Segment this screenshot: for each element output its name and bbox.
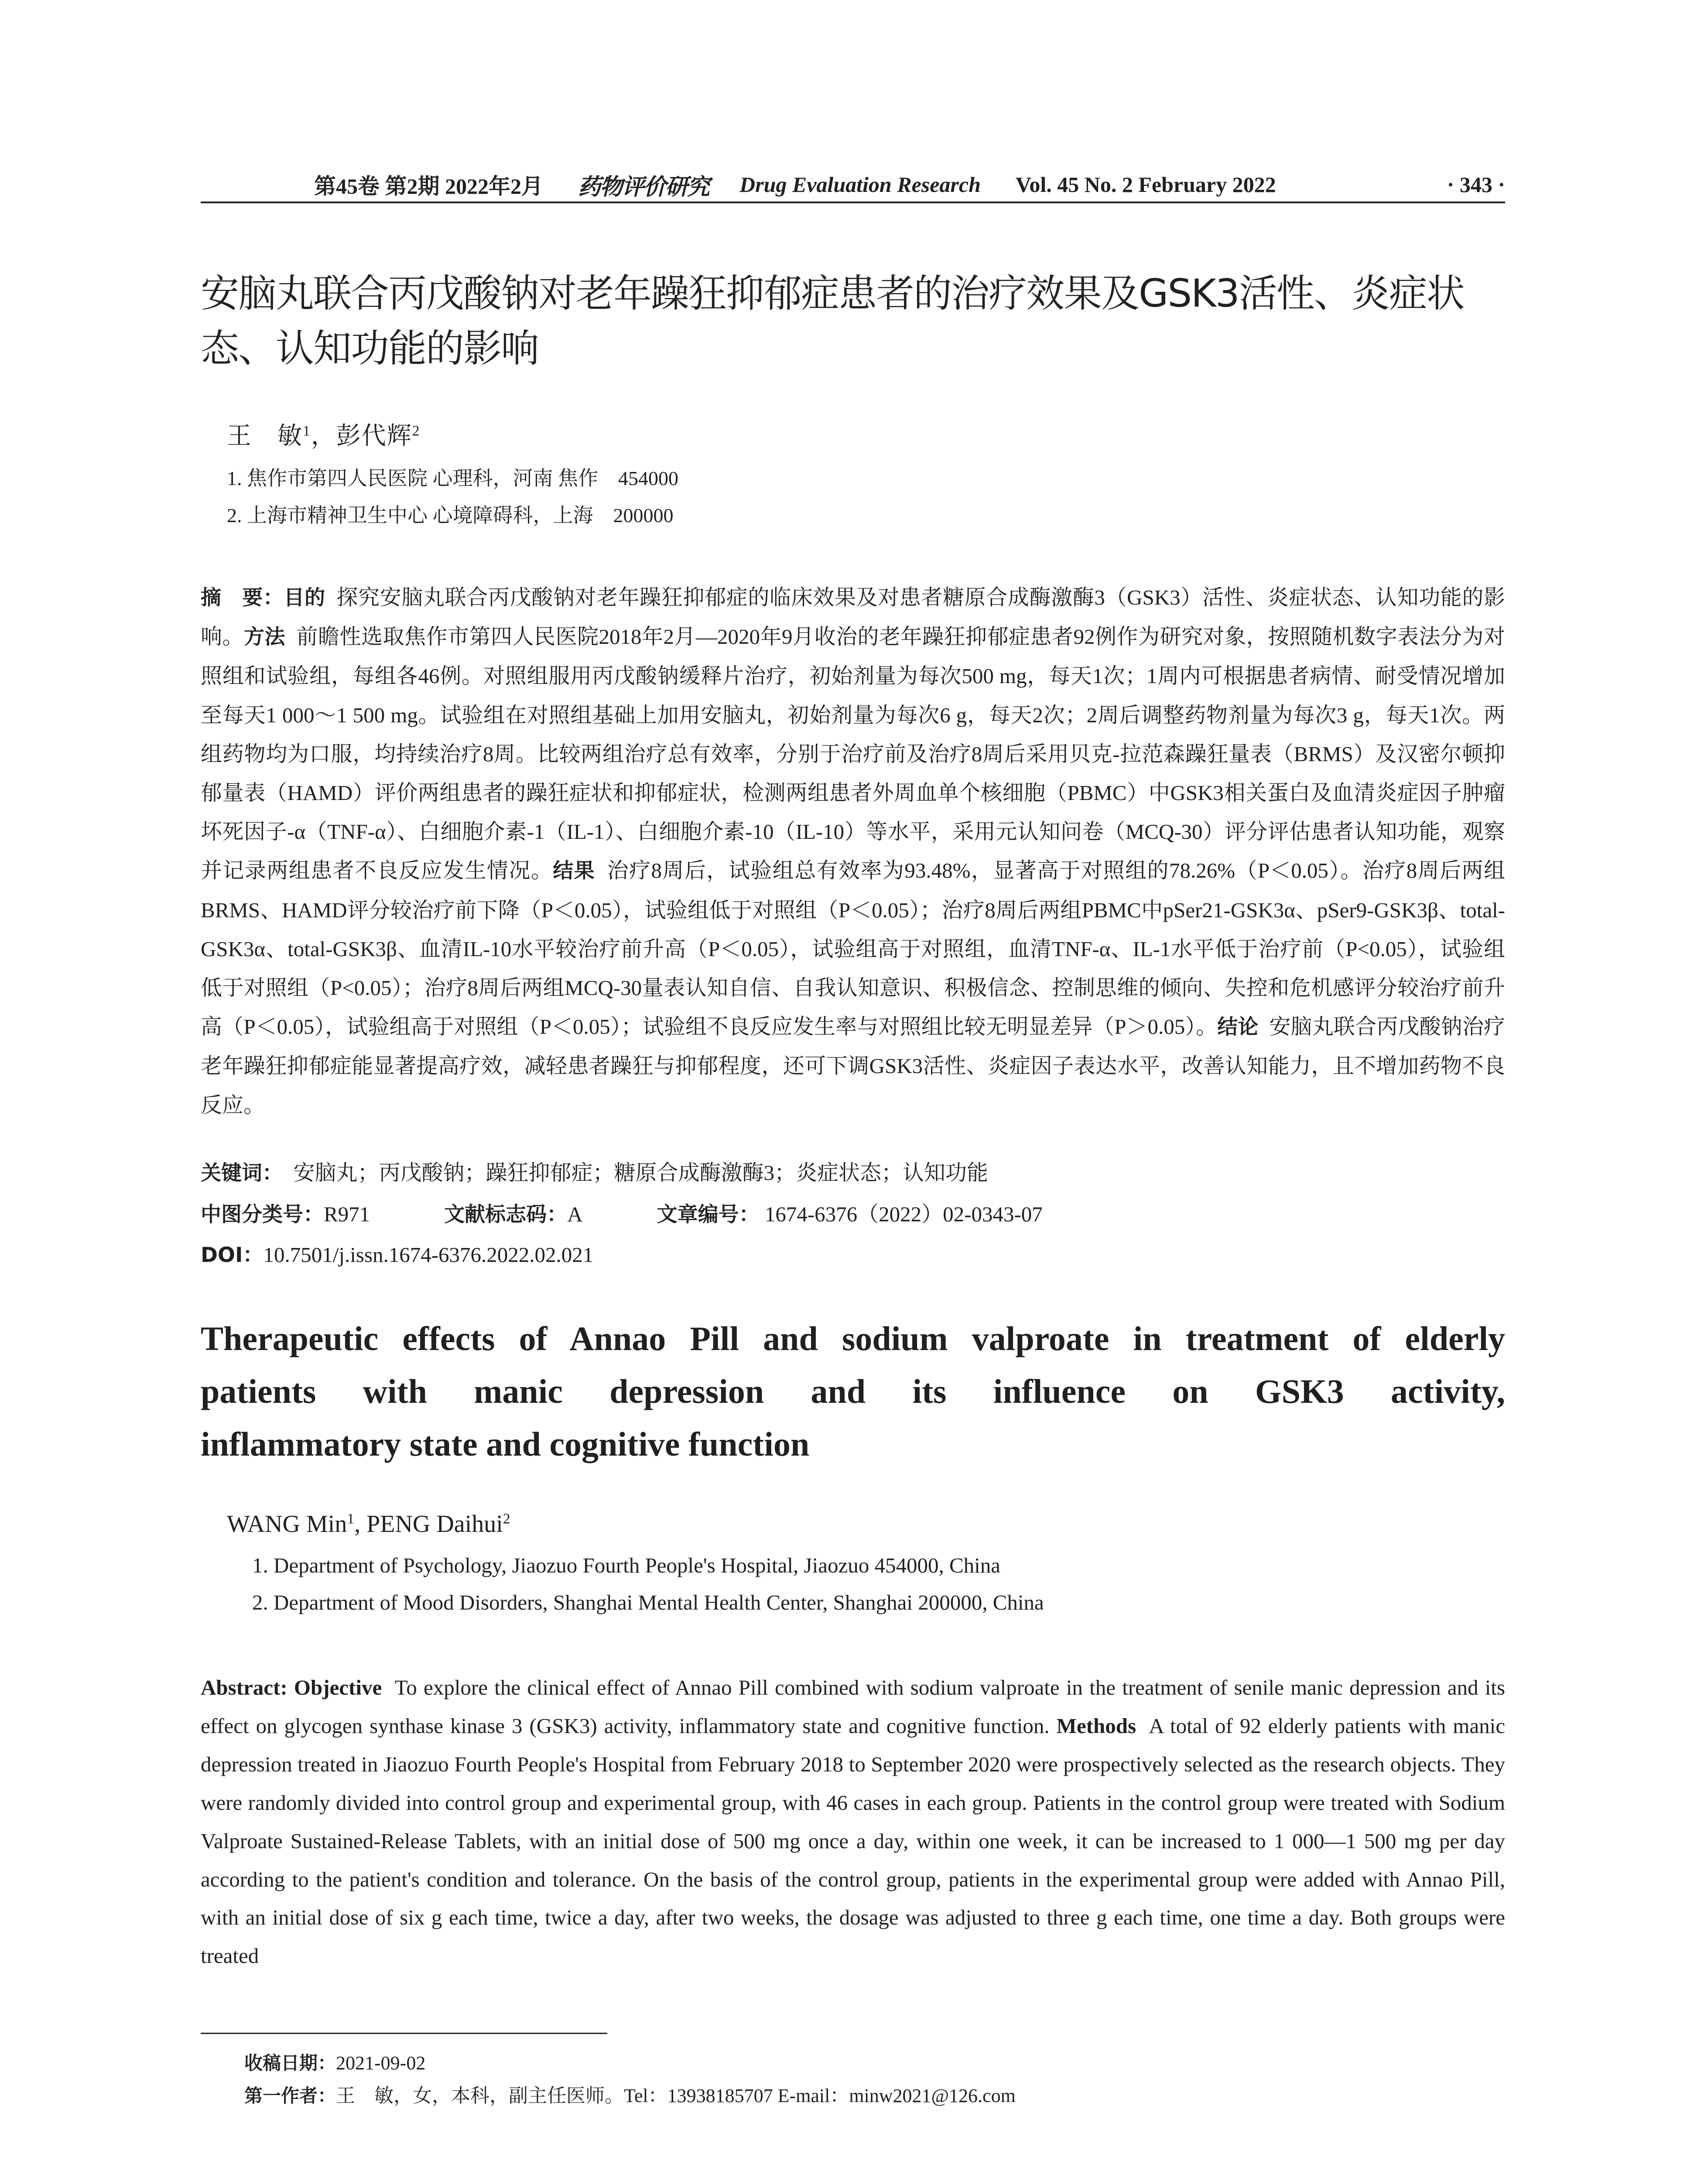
first-author-label: 第一作者： [244, 2085, 336, 2106]
affiliation-1-en: 1. Department of Psychology, Jiaozuo Fourth People's Hospital, Jiaozuo 454000, China [252, 1553, 1000, 1577]
methods-text-en: A total of 92 elderly patients with manic depression treated in Jiaozuo Fourth People's Hospital from February 2018 to September 2020 were prospectively selected as the research objects. They were randomly divided into control group and experimental group, with 46 cases in each group. Patients in the control group were treated with Sodium Valproate Sustained-Release Tablets, with an initial dose of 500 mg once a day, within one week, it can be increased to 1 000—1 500 mg per day according to the patient's condition and tolerance. On the basis of the control group, patients in the experimental group were added with Annao Pill, with an initial dose of six g each time, twice a day, after two weeks, the dosage was adjusted to three g each time, one time a day. Both groups were treated [201, 1713, 1506, 1968]
objective-label-cn: 目的 [284, 586, 325, 610]
clc-label: 中图分类号： [201, 1203, 324, 1227]
doc-code-value: A [567, 1202, 583, 1226]
doc-code-label: 文献标志码： [444, 1203, 568, 1227]
results-text-cn: 治疗8周后，试验组总有效率为93.48%，显著高于对照组的78.26%（P＜0.05）。治疗8周后两组BRMS、HAMD评分较治疗前下降（P＜0.05），试验组低于对照组（P＜0.05）；治疗8周后两组PBMC中pSer21-GSK3α、pSer9-GSK3β、total-GSK3α、total-GSK3β、血清IL-10水平较治疗前升高（P＜0.05），试验组高于对照组，血清TNF-α、IL-1水平低于治疗前（P<0.05），试验组低于对照组（P<0.05）；治疗8周后两组MCQ-30量表认知自信、自我认知意识、积极信念、控制思维的倾向、失控和危机感评分较治疗前升高（P＜0.05），试验组高于对照组（P＜0.05）；试验组不良反应发生率与对照组比较无明显差异（P＞0.05）。 [201, 858, 1505, 1039]
title-cn: 安脑丸联合丙戊酸钠对老年躁狂抑郁症患者的治疗效果及GSK3活性、炎症状态、认知功能的影响 [201, 271, 1464, 371]
conclusion-text-cn: 安脑丸联合丙戊酸钠治疗老年躁狂抑郁症能显著提高疗效，减轻患者躁狂与抑郁程度，还可下调GSK3活性、炎症因子表达水平，改善认知能力，且不增加药物不良反应。 [201, 1015, 1505, 1117]
authors-en [227, 1510, 510, 1538]
title-en-line-2: patients with manic depression and its influence on GSK3 activity, [201, 1372, 1505, 1410]
running-header [201, 169, 1505, 200]
title-en [201, 1312, 1505, 1470]
doi-value[interactable]: 10.7501/j.issn.1674-6376.2022.02.021 [263, 1243, 594, 1267]
header-journal-en: Drug Evaluation Research [739, 172, 981, 197]
abstract-label-en: Abstract: [201, 1675, 288, 1699]
author-1-en-sup: 1 [347, 1511, 355, 1527]
authors-cn [227, 417, 421, 451]
keywords-value-cn: 安脑丸；丙戊酸钠；躁狂抑郁症；糖原合成酶激酶3；炎症状态；认知功能 [293, 1161, 989, 1185]
footnote-rule [201, 2033, 607, 2034]
conclusion-label-cn: 结论 [1217, 1015, 1259, 1039]
author-2-sup: 2 [412, 423, 421, 439]
received-value: 2021-09-02 [336, 2052, 426, 2074]
abstract-en [201, 1668, 1505, 1975]
objective-label-en: Objective [294, 1675, 382, 1699]
clc-value: R971 [324, 1202, 370, 1226]
doi-line [201, 1239, 593, 1268]
journal-logo: 药物评价研究 [578, 173, 709, 200]
title-en-line-3: inflammatory state and cognitive function [201, 1425, 810, 1463]
affiliation-2-cn: 2. 上海市精神卫生中心 心境障碍科，上海 200000 [227, 504, 674, 526]
keywords-label-cn: 关键词： [201, 1161, 283, 1185]
first-author-value: 王 敏，女，本科，副主任医师。Tel：13938185707 E-mail：minw2021@126.com [336, 2085, 1016, 2106]
abstract-label-cn: 摘 要： [201, 586, 284, 610]
author-1-cn: 王 敏 [227, 423, 303, 450]
methods-text-cn: 前瞻性选取焦作市第四人民医院2018年2月—2020年9月收治的老年躁狂抑郁症患者92例作为研究对象，按照随机数字表法分为对照组和试验组，每组各46例。对照组服用丙戊酸钠缓释片治疗，初始剂量为每次500 mg，每天1次；1周内可根据患者病情、耐受情况增加至每天1 000～1 500 mg。试验组在对照组基础上加用安脑丸，初始剂量为每次6 g，每天2次；2周后调整药物剂量为每次3 g，每天1次。两组药物均为口服，均持续治疗8周。比较两组治疗总有效率，分别于治疗前及治疗8周后采用贝克-拉范森躁狂量表（BRMS）及汉密尔顿抑郁量表（HAMD）评价两组患者的躁狂症状和抑郁症状，检测两组患者外周血单个核细胞（PBMC）中GSK3相关蛋白及血清炎症因子肿瘤坏死因子-α（TNF-α）、白细胞介素-1（IL-1）、白细胞介素-10（IL-10）等水平，采用元认知问卷（MCQ-30）评分评估患者认知功能，观察并记录两组患者不良反应发生情况。 [201, 625, 1505, 883]
author-1-en: WANG Min [227, 1511, 347, 1538]
author-separator-en: , [354, 1511, 367, 1538]
doi-label: DOI： [201, 1243, 264, 1267]
received-date [244, 2049, 425, 2075]
article-number-label: 文章编号： [657, 1203, 760, 1227]
author-2-en: PENG Daihui [366, 1511, 503, 1538]
first-author-note [244, 2080, 1016, 2108]
header-volume-cn: 第45卷 第2期 2022年2月 [314, 174, 543, 198]
affiliation-2-en: 2. Department of Mood Disorders, Shanghai Mental Health Center, Shanghai 200000, China [252, 1590, 1044, 1614]
methods-label-en: Methods [1056, 1713, 1136, 1738]
author-1-sup: 1 [303, 423, 311, 439]
header-volume-en: Vol. 45 No. 2 February 2022 [1015, 172, 1276, 197]
title-en-line-1: Therapeutic effects of Annao Pill and sodium valproate in treatment of elderly [201, 1320, 1505, 1357]
page-number: · 343 · [1447, 172, 1505, 197]
objective-text-en: To explore the clinical effect of Annao Pill combined with sodium valproate in the treatment of senile manic depression and its effect on glycogen synthase kinase 3 (GSK3) activity, inflammatory state and cognitive function. [201, 1675, 1505, 1738]
keywords-cn [201, 1156, 988, 1186]
affiliation-1-cn: 1. 焦作市第四人民医院 心理科，河南 焦作 454000 [227, 467, 678, 489]
article-number-value: 1674-6376（2022）02-0343-07 [764, 1202, 1043, 1226]
author-2-en-sup: 2 [503, 1511, 510, 1527]
abstract-cn [201, 578, 1505, 1125]
classification-line [201, 1197, 1043, 1228]
results-label-cn: 结果 [553, 859, 596, 883]
header-rule [201, 202, 1505, 203]
received-label: 收稿日期： [244, 2052, 336, 2074]
author-separator: ， [311, 423, 336, 450]
methods-label-cn: 方法 [244, 625, 285, 650]
objective-text-cn: 探究安脑丸联合丙戊酸钠对老年躁狂抑郁症的临床效果及对患者糖原合成酶激酶3（GSK3）活性、炎症状态、认知功能的影响。 [201, 585, 1505, 649]
author-2-cn: 彭代辉 [336, 423, 412, 450]
